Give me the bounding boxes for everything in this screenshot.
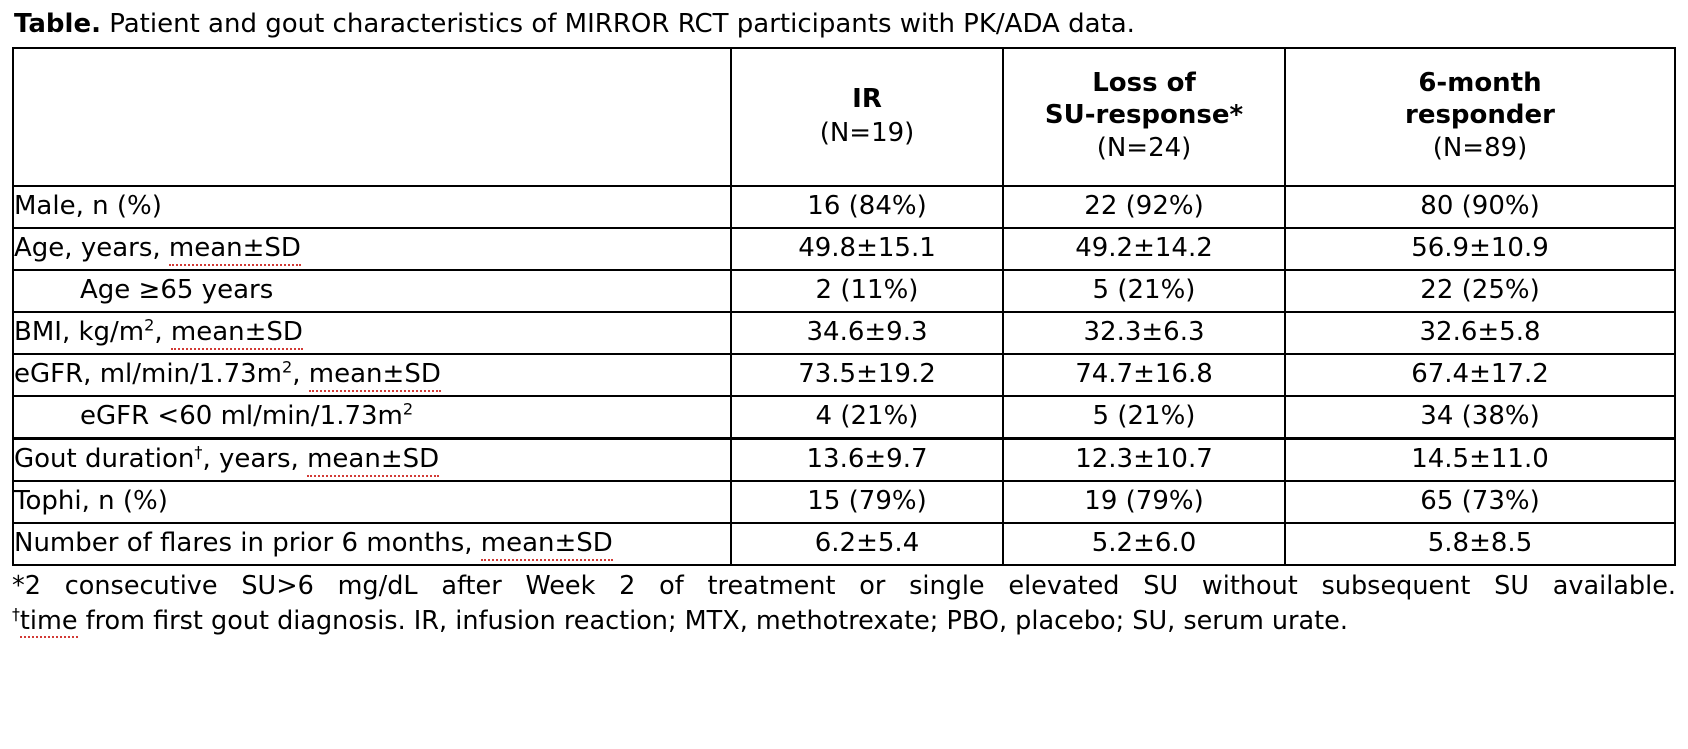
row-value-responder: 34 (38%) (1285, 396, 1675, 439)
row-value-ir: 13.6±9.7 (731, 438, 1003, 481)
header-loss-line1: Loss of (1092, 67, 1196, 98)
row-value-loss: 19 (79%) (1003, 481, 1285, 523)
table-footnotes (12, 570, 1676, 638)
header-responder-n: (N=89) (1432, 133, 1528, 164)
table-row (13, 523, 1675, 565)
row-value-ir: 34.6±9.3 (731, 312, 1003, 354)
footnote-dagger-lead: time (19, 605, 78, 636)
row-value-responder: 32.6±5.8 (1285, 312, 1675, 354)
table-row (13, 438, 1675, 481)
footnote-asterisk: *2 consecutive SU>6 mg/dL after Week 2 of treatment or single elevated SU without subsequent SU available. (12, 570, 1676, 601)
row-value-ir: 15 (79%) (731, 481, 1003, 523)
row-value-loss: 49.2±14.2 (1003, 228, 1285, 270)
row-label: eGFR <60 $ml/\min/1.73m^2$ (13, 396, 731, 439)
row-label: Age ≥65 years (13, 270, 731, 312)
header-cell-blank (13, 48, 731, 186)
header-responder-line2: responder (1405, 99, 1555, 130)
footnote-dagger: †time from first gout diagnosis. IR, infusion reaction; MTX, methotrexate; PBO, placebo; SU, serum urate. (12, 604, 1348, 636)
row-value-loss: 74.7±16.8 (1003, 354, 1285, 396)
row-label: BMI, $kg/m^2$, mean±SD (13, 312, 731, 354)
row-value-ir: 2 (11%) (731, 270, 1003, 312)
row-value-responder: 5.8±8.5 (1285, 523, 1675, 565)
header-cell-six-month-responder (1285, 48, 1675, 186)
table-row (13, 481, 1675, 523)
header-cell-loss-su-response (1003, 48, 1285, 186)
caption-lead: Table. (14, 9, 101, 39)
row-value-loss: 5 (21%) (1003, 270, 1285, 312)
row-value-ir: 16 (84%) (731, 186, 1003, 228)
row-value-responder: 56.9±10.9 (1285, 228, 1675, 270)
table-row (13, 186, 1675, 228)
header-loss-line2: SU-response* (1044, 99, 1244, 130)
row-label: Number of flares in prior 6 months, mean±SD (13, 523, 731, 565)
header-responder-line1: 6-month (1418, 67, 1542, 98)
row-value-loss: 32.3±6.3 (1003, 312, 1285, 354)
header-ir-label: IR (852, 83, 882, 114)
header-ir-n: (N=19) (819, 117, 915, 148)
table-row (13, 396, 1675, 439)
header-cell-ir (731, 48, 1003, 186)
row-value-ir: 6.2±5.4 (731, 523, 1003, 565)
caption-text: Patient and gout characteristics of MIRROR RCT participants with PK/ADA data. (100, 9, 1135, 39)
row-value-responder: 80 (90%) (1285, 186, 1675, 228)
row-value-loss: 5 (21%) (1003, 396, 1285, 439)
row-value-responder: 22 (25%) (1285, 270, 1675, 312)
table-row (13, 354, 1675, 396)
table-row (13, 270, 1675, 312)
table-caption (14, 8, 1676, 41)
row-value-ir: 73.5±19.2 (731, 354, 1003, 396)
table-header (13, 48, 1675, 186)
row-value-loss: 12.3±10.7 (1003, 438, 1285, 481)
row-value-loss: 5.2±6.0 (1003, 523, 1285, 565)
footnote-dagger-rest: from first gout diagnosis. IR, infusion reaction; MTX, methotrexate; PBO, placebo; SU, serum urate. (77, 605, 1348, 636)
row-label: Male, n (%) (13, 186, 731, 228)
row-label: Age, years, mean±SD (13, 228, 731, 270)
row-label: Gout duration†, years, mean±SD (13, 438, 731, 481)
table-body (13, 186, 1675, 565)
row-value-loss: 22 (92%) (1003, 186, 1285, 228)
header-row (13, 48, 1675, 186)
characteristics-table (12, 47, 1676, 566)
header-loss-n: (N=24) (1096, 133, 1192, 164)
row-label: eGFR, $ml/\min/1.73m^2$, mean±SD (13, 354, 731, 396)
row-label: Tophi, n (%) (13, 481, 731, 523)
row-value-ir: 49.8±15.1 (731, 228, 1003, 270)
row-value-ir: 4 (21%) (731, 396, 1003, 439)
row-value-responder: 65 (73%) (1285, 481, 1675, 523)
row-value-responder: 14.5±11.0 (1285, 438, 1675, 481)
table-row (13, 312, 1675, 354)
row-value-responder: 67.4±17.2 (1285, 354, 1675, 396)
table-row (13, 228, 1675, 270)
